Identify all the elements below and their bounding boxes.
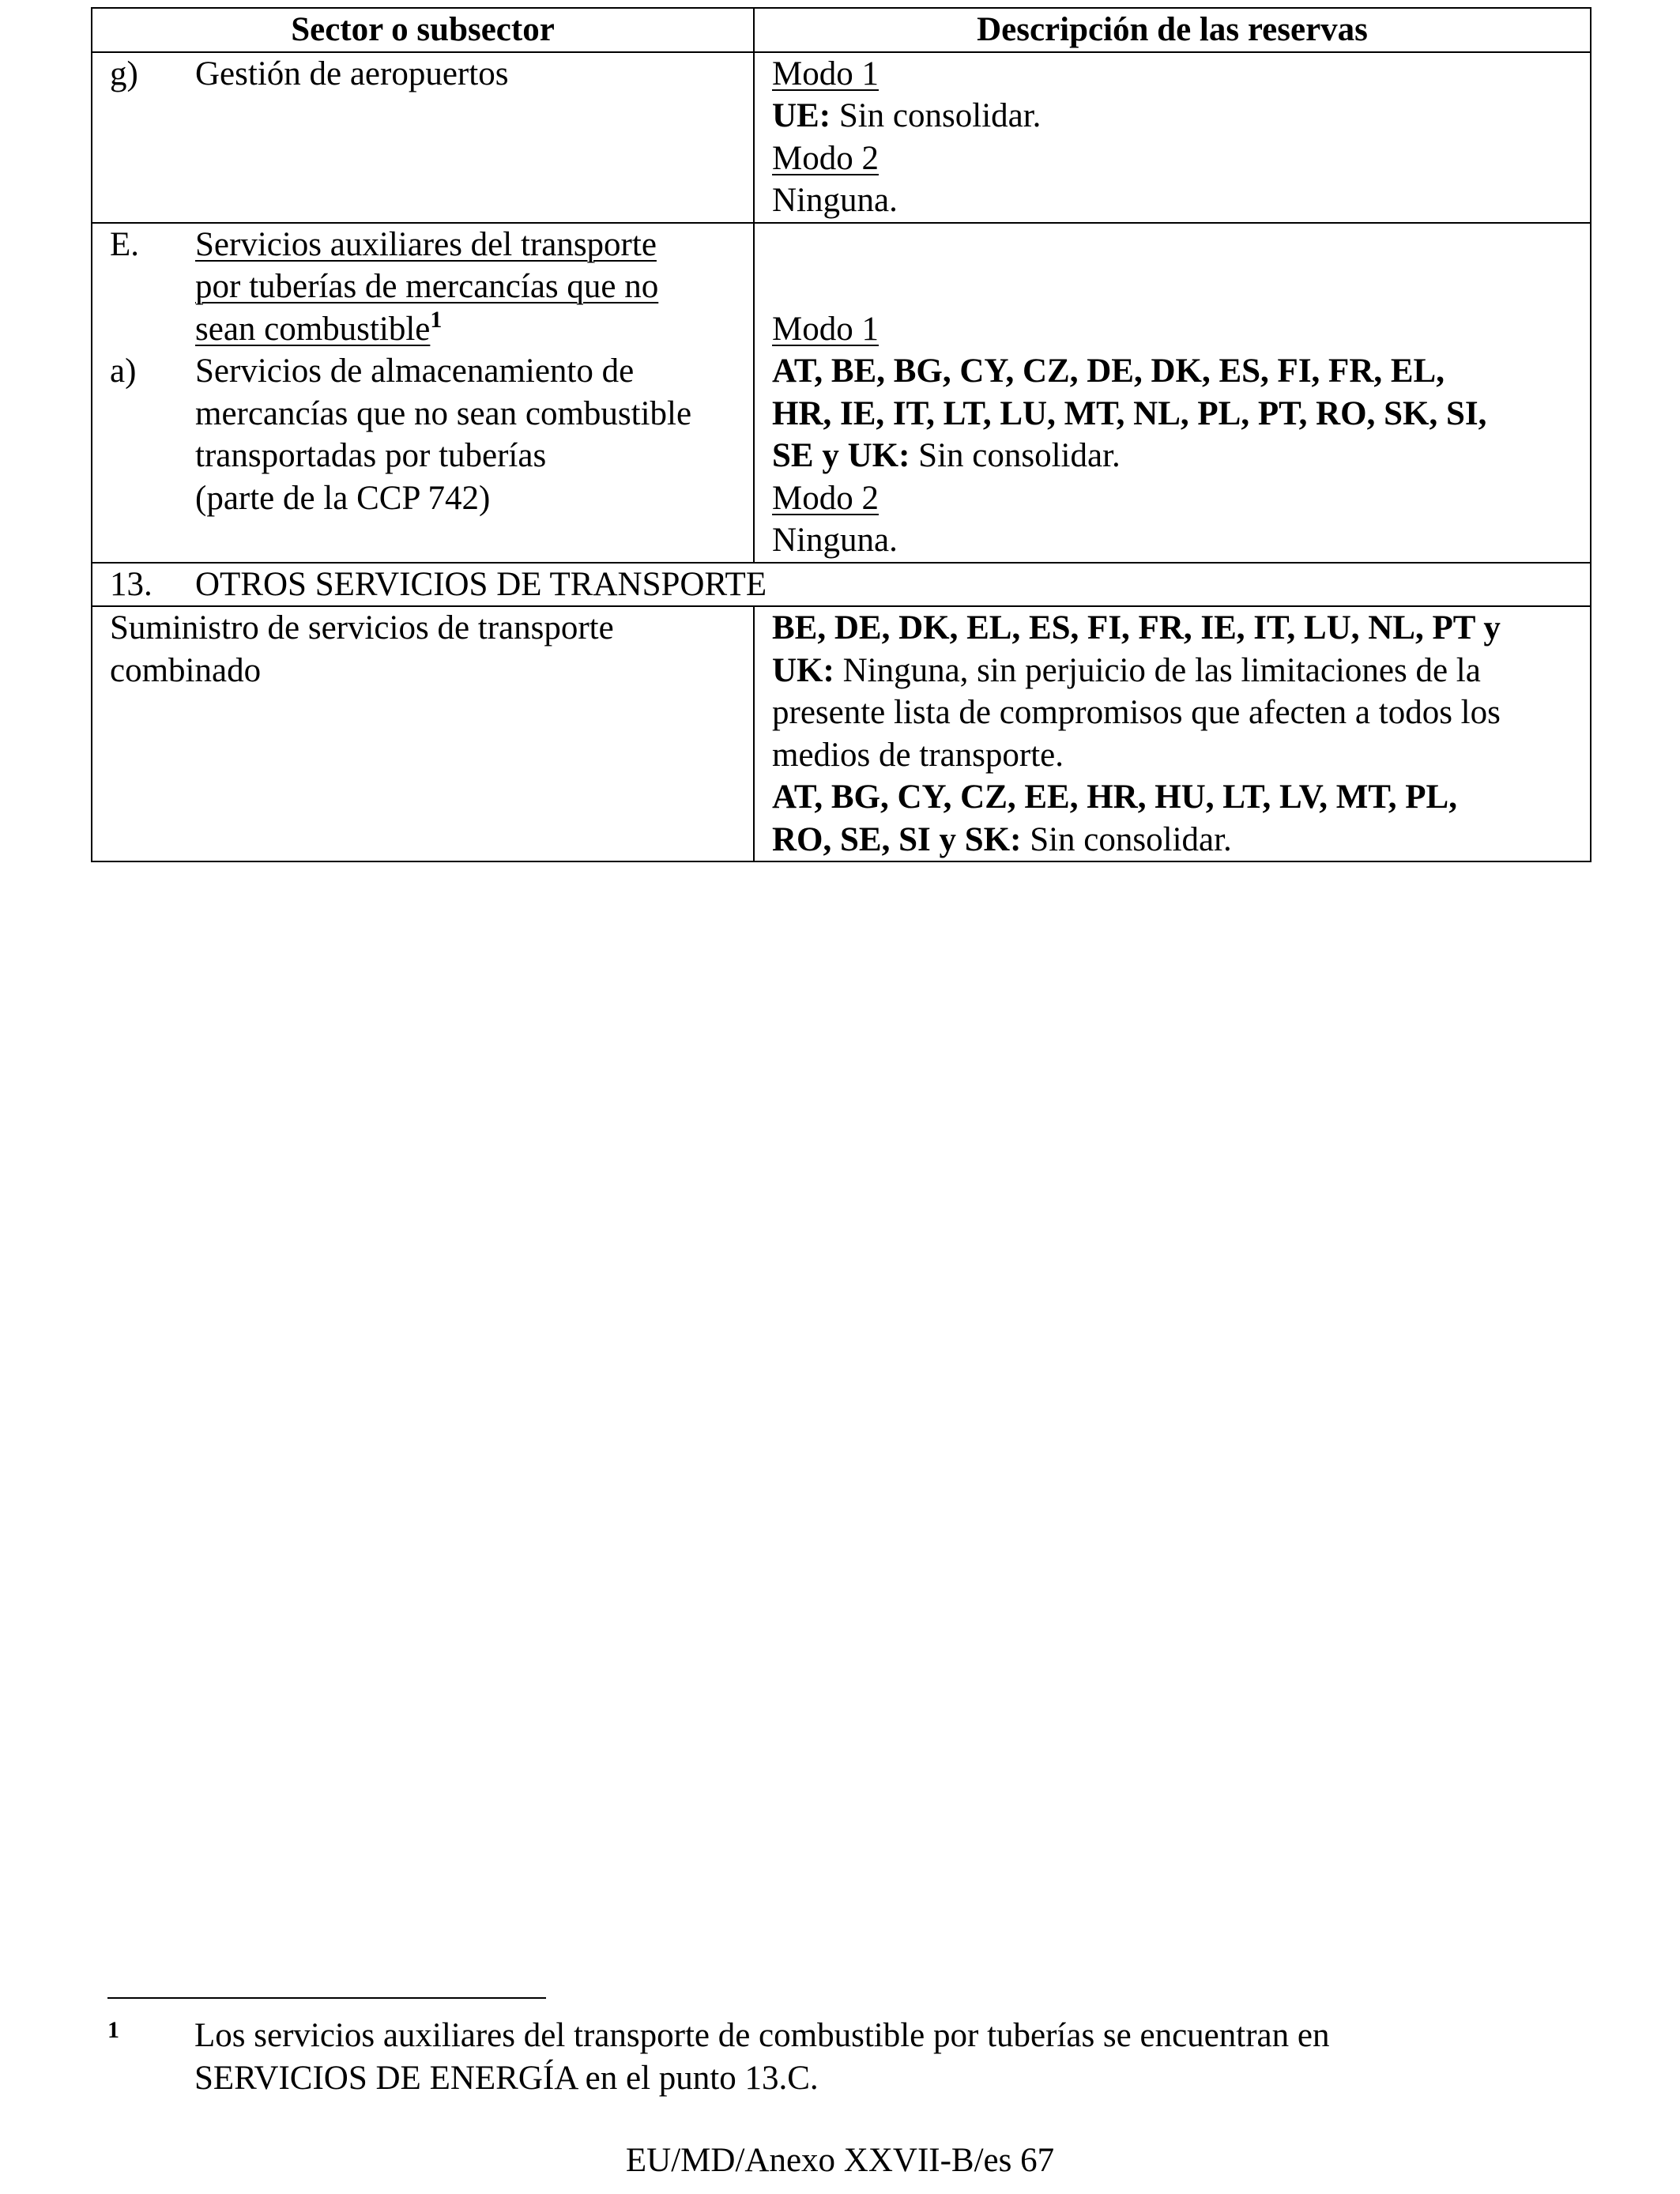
footnote	[107, 2015, 1577, 2099]
country-list: BE, DE, DK, EL, ES, FI, FR, IE, IT, LU, NL, PT y	[772, 609, 1501, 647]
country-list: HR, IE, IT, LT, LU, MT, NL, PL, PT, RO, SK, SI,	[772, 394, 1487, 432]
sector-label: Suministro de servicios de transporte	[110, 609, 614, 647]
footnote-text: Los servicios auxiliares del transporte de combustible por tuberías se encuentran en SERVICIOS DE ENERGÍA en el punto 13.C.	[194, 2017, 1330, 2097]
item-number: E.	[110, 225, 140, 263]
table-row	[92, 223, 1591, 563]
country-list: AT, BG, CY, CZ, EE, HR, HU, LT, LV, MT, PL,	[772, 778, 1457, 816]
section-title: OTROS SERVICIOS DE TRANSPORTE	[195, 565, 767, 603]
page-footer: EU/MD/Anexo XXVII-B/es 67	[625, 2142, 1055, 2179]
reservations-table	[91, 7, 1591, 862]
reservation-text: Ninguna.	[772, 182, 898, 219]
sector-cell	[92, 223, 754, 563]
description-cell	[754, 223, 1591, 563]
table-row	[92, 52, 1591, 223]
reservation-text: Sin consolidar.	[831, 97, 1042, 134]
section-heading-cell	[92, 563, 1591, 607]
mode-label: Modo 1	[772, 55, 879, 92]
country-list: AT, BE, BG, CY, CZ, DE, DK, ES, FI, FR, EL,	[772, 352, 1445, 390]
header-description: Descripción de las reservas	[754, 8, 1591, 52]
reservation-text: Ninguna.	[772, 522, 898, 559]
item-number: 13.	[110, 565, 153, 603]
mode-label: Modo 2	[772, 139, 879, 177]
sector-cell	[92, 52, 754, 223]
description-cell	[754, 606, 1591, 861]
footnote-reference: 1	[430, 306, 443, 333]
reservation-text: Ninguna, sin perjuicio de las limitaciones de la	[834, 651, 1481, 689]
country-list: RO, SE, SI y SK:	[772, 820, 1022, 858]
mode-label: Modo 1	[772, 310, 879, 348]
table-row	[92, 563, 1591, 607]
reservation-text: Sin consolidar.	[910, 437, 1121, 474]
header-sector: Sector o subsector	[92, 8, 754, 52]
description-cell	[754, 52, 1591, 223]
table-row	[92, 606, 1591, 861]
footnote-divider	[107, 1997, 546, 1999]
country-list: UE:	[772, 97, 831, 134]
sector-label: Servicios de almacenamiento de mercancías que no sean combustible transportadas por tuberías (parte de la CCP 742)	[195, 352, 692, 517]
country-list: UK:	[772, 651, 834, 689]
item-number: g)	[110, 55, 138, 92]
reservation-text: Sin consolidar.	[1021, 820, 1232, 858]
sector-heading: Servicios auxiliares del transporte por tuberías de mercancías que no sean combustible$^1$	[195, 225, 659, 348]
reservation-text: presente lista de compromisos que afecten a todos los	[772, 694, 1501, 731]
table-header-row	[92, 8, 1591, 52]
sector-label: combinado	[110, 651, 262, 689]
sector-label: Gestión de aeropuertos	[195, 55, 509, 92]
item-number: a)	[110, 352, 137, 390]
sector-cell	[92, 606, 754, 861]
footnote-mark: 1	[107, 2017, 119, 2043]
country-list: SE y UK:	[772, 437, 910, 474]
mode-label: Modo 2	[772, 479, 879, 517]
reservation-text: medios de transporte.	[772, 736, 1064, 774]
